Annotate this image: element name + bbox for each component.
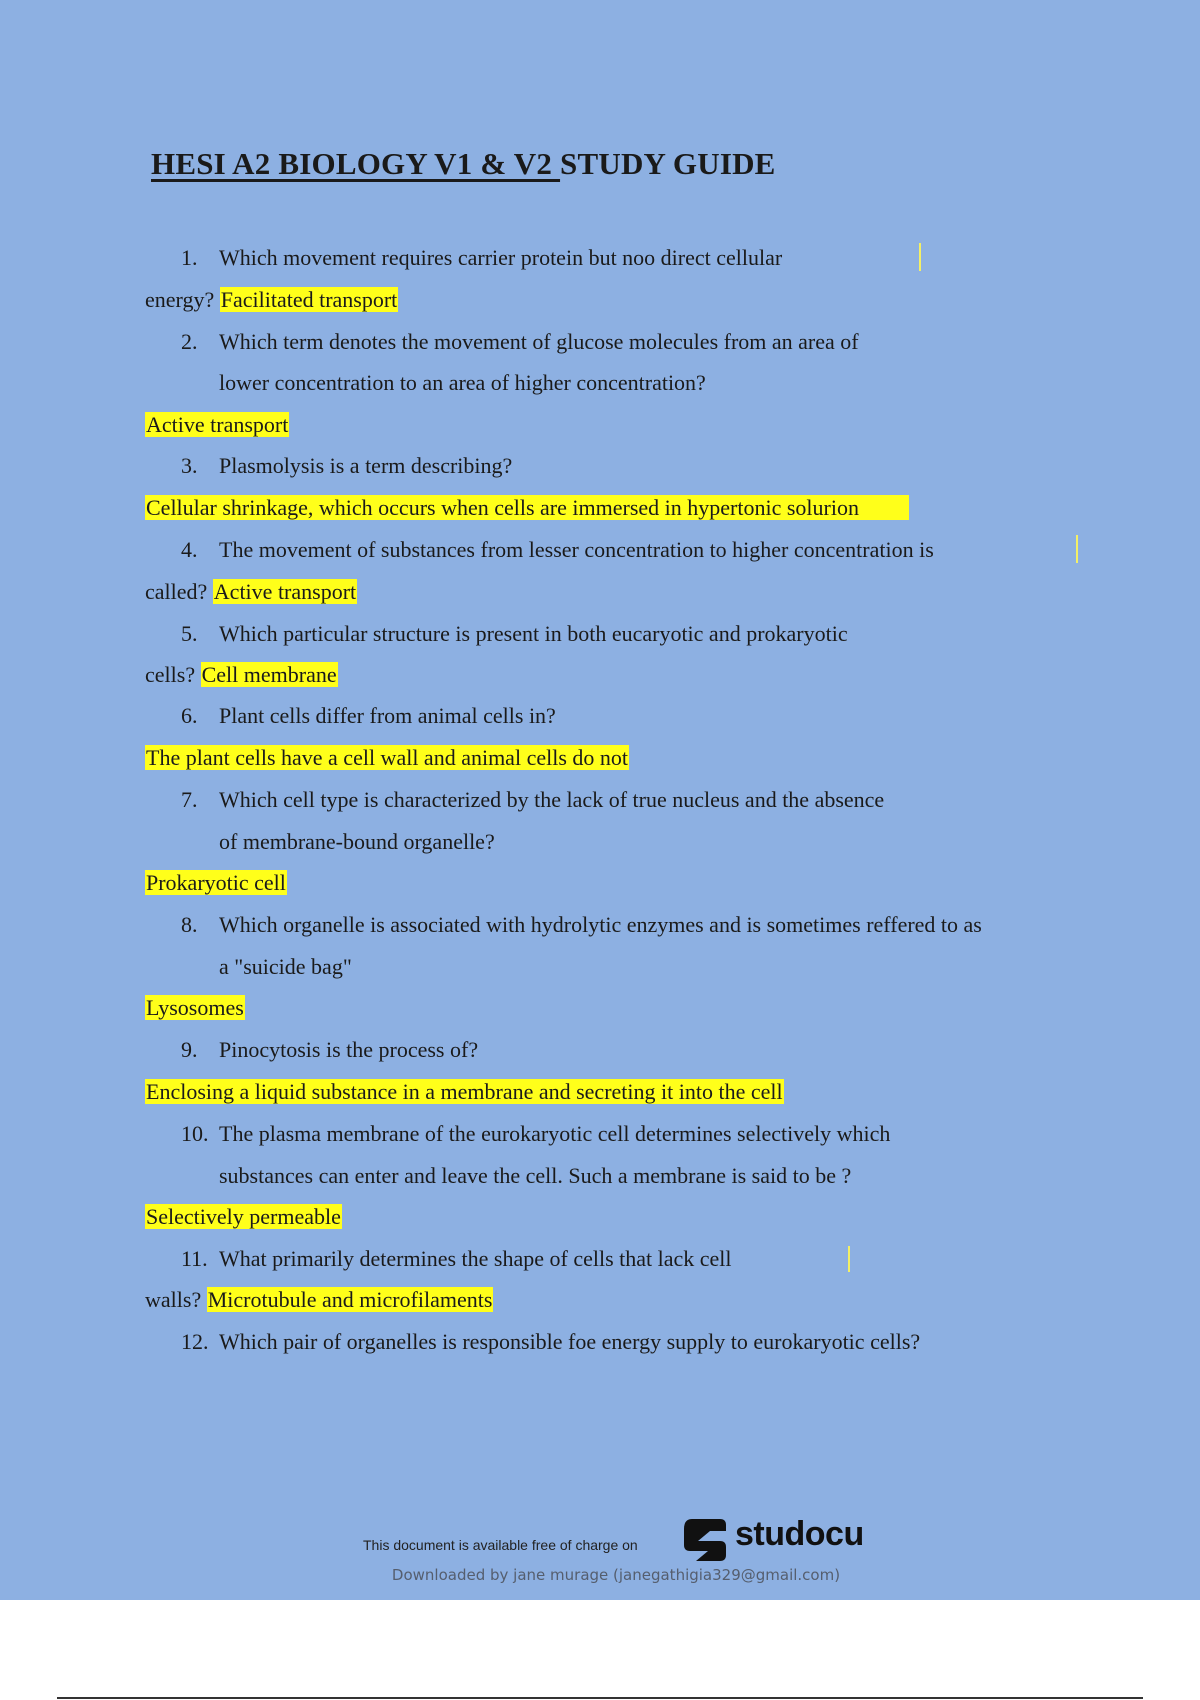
- document-title: [151, 146, 776, 182]
- answer-5: Cell membrane: [201, 662, 337, 687]
- question-4-continuation: called? Active transport: [145, 579, 357, 604]
- question-3: 3. Plasmolysis is a term describing?: [181, 453, 513, 478]
- studocu-logo-icon[interactable]: [680, 1515, 730, 1565]
- question-10-continuation: substances can enter and leave the cell. Such a membrane is said to be ?: [219, 1163, 852, 1188]
- question-12: 12. Which pair of organelles is responsible foe energy supply to eurokaryotic cells?: [181, 1329, 921, 1354]
- answer-2: Active transport: [146, 412, 289, 437]
- question-9: 9. Pinocytosis is the process of?: [181, 1037, 479, 1062]
- question-1-continuation: energy? Facilitated transport: [145, 287, 398, 312]
- text-cursor-mark: [919, 243, 921, 271]
- question-7-continuation: of membrane-bound organelle?: [219, 829, 495, 854]
- answer-10: Selectively permeable: [146, 1204, 341, 1229]
- question-7: 7. Which cell type is characterized by the lack of true nucleus and the absence: [181, 787, 885, 812]
- answer-7: Prokaryotic cell: [146, 870, 286, 895]
- answer-6: The plant cells have a cell wall and animal cells do not: [146, 745, 628, 770]
- available-free-text: This document is available free of charge on: [363, 1537, 638, 1553]
- question-2-continuation: lower concentration to an area of higher concentration?: [219, 370, 706, 395]
- question-10: 10. The plasma membrane of the eurokaryotic cell determines selectively which: [181, 1121, 891, 1146]
- title-underlined-part: HESI A2 BIOLOGY V1 & V2: [151, 146, 561, 181]
- answer-3: Cellular shrinkage, which occurs when cells are immersed in hypertonic solurion: [145, 493, 909, 523]
- answer-9: Enclosing a liquid substance in a membrane and secreting it into the cell: [146, 1079, 783, 1104]
- question-1: 1. Which movement requires carrier protein but noo direct cellular: [181, 245, 783, 270]
- title-rest-part: STUDY GUIDE: [560, 146, 776, 181]
- text-cursor-mark: [1076, 535, 1078, 563]
- question-8: 8. Which organelle is associated with hydrolytic enzymes and is sometimes reffered to as: [181, 912, 982, 937]
- answer-8: Lysosomes: [146, 995, 244, 1020]
- downloaded-by-text: Downloaded by jane murage (janegathigia329@gmail.com): [391, 1566, 841, 1584]
- page-bottom-rule: [57, 1697, 1143, 1699]
- text-cursor-mark: [848, 1246, 850, 1272]
- question-6: 6. Plant cells differ from animal cells in?: [181, 703, 556, 728]
- question-5: 5. Which particular structure is present in both eucaryotic and prokaryotic: [181, 621, 848, 646]
- studocu-logo-text[interactable]: studocu: [735, 1515, 864, 1553]
- question-11: 11. What primarily determines the shape of cells that lack cell: [181, 1246, 732, 1271]
- question-11-continuation: walls? Microtubule and microfilaments: [145, 1287, 493, 1312]
- answer-4: Active transport: [213, 579, 357, 604]
- question-4: 4. The movement of substances from lesser concentration to higher concentration is: [181, 537, 934, 562]
- question-5-continuation: cells? Cell membrane: [145, 662, 337, 687]
- question-8-continuation: a "suicide bag": [219, 954, 352, 979]
- question-2: 2. Which term denotes the movement of glucose molecules from an area of: [181, 329, 859, 354]
- answer-11: Microtubule and microfilaments: [207, 1287, 493, 1312]
- answer-1: Facilitated transport: [220, 287, 398, 312]
